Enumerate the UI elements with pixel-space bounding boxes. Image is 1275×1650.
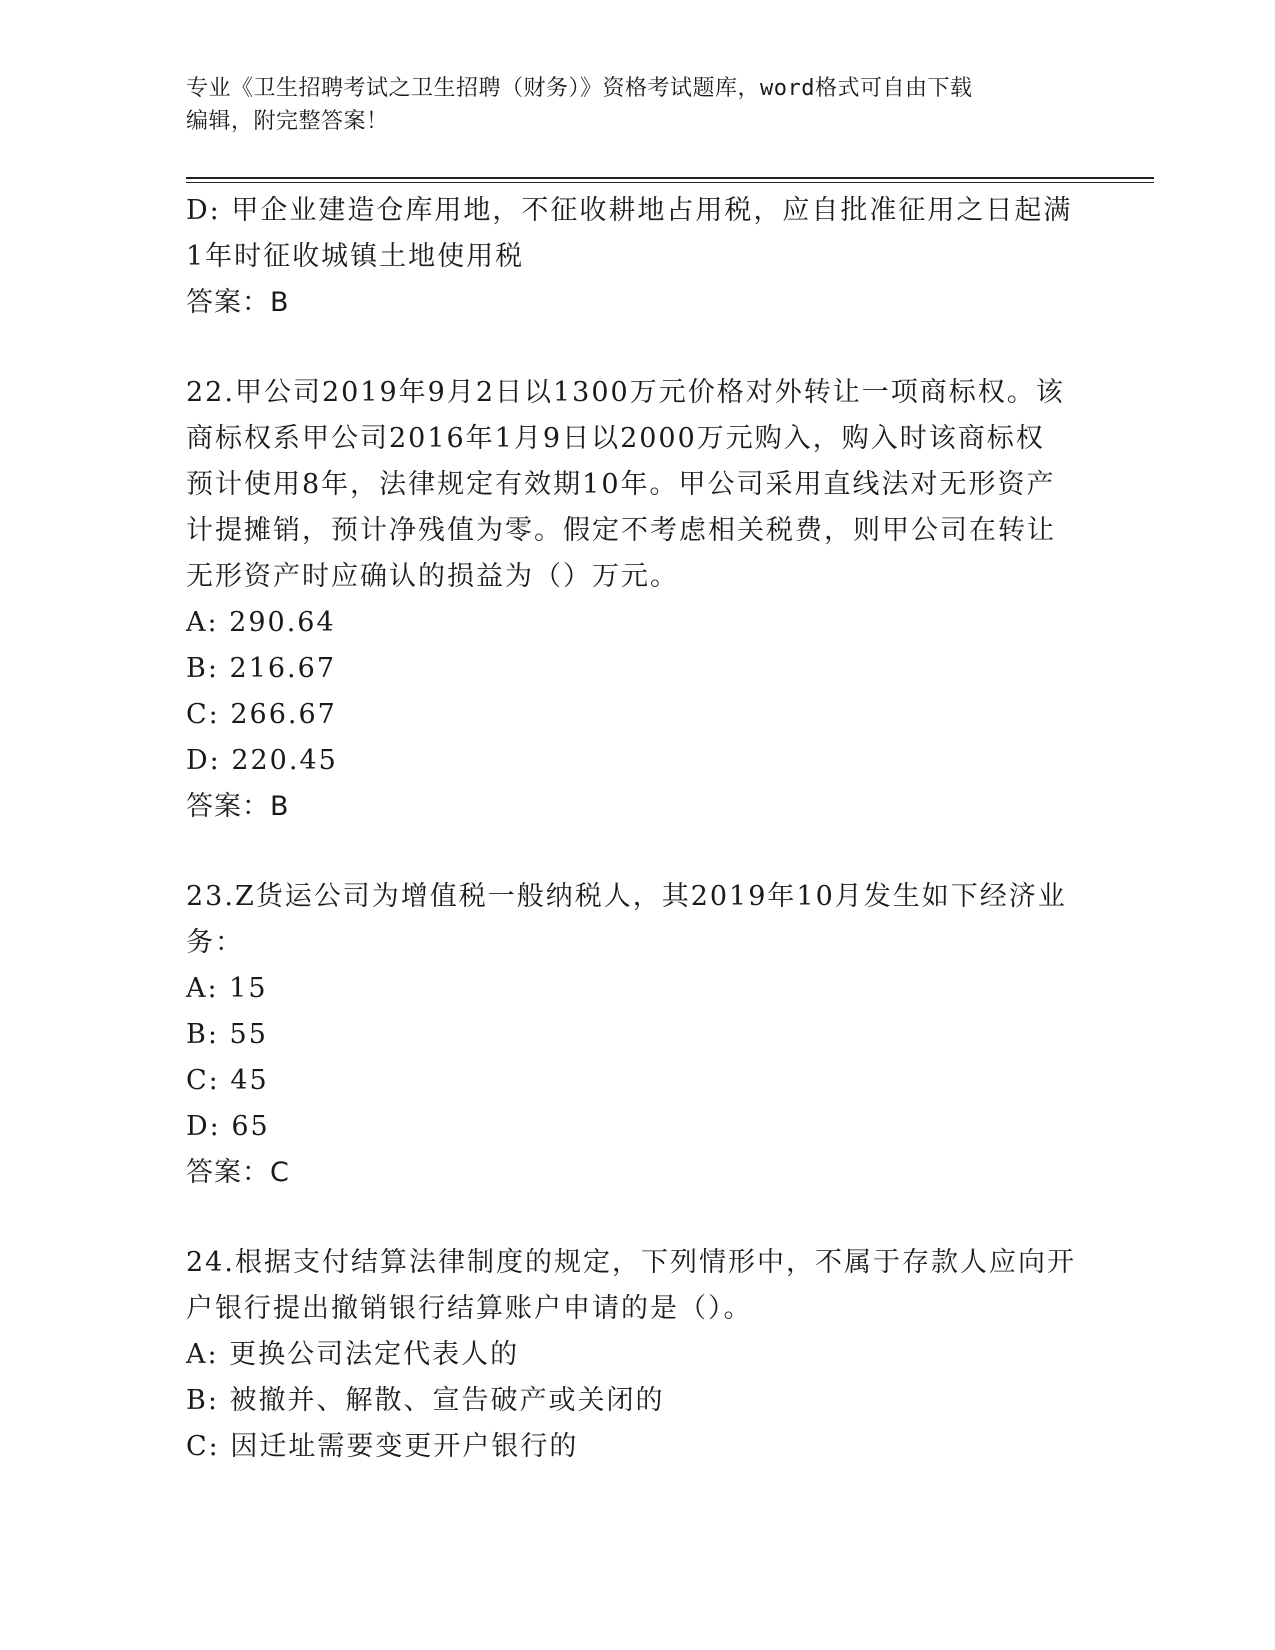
q22-option-d: D: 220.45 bbox=[186, 745, 338, 776]
q22-stem-line: 22.甲公司2019年9月2日以1300万元价格对外转让一项商标权。该 bbox=[186, 377, 1065, 408]
spacer bbox=[186, 1196, 1086, 1240]
q21-option-d-line-2: 1年时征收城镇土地使用税 bbox=[186, 241, 525, 272]
q21-answer: 答案：B bbox=[186, 287, 290, 318]
document-header bbox=[186, 72, 1086, 138]
q24-option-a: A: 更换公司法定代表人的 bbox=[186, 1339, 520, 1370]
q23-stem-line: 23.Z货运公司为增值税一般纳税人，其2019年10月发生如下经济业 bbox=[186, 881, 1067, 912]
question-21-tail bbox=[186, 188, 1086, 326]
q22-stem-line: 预计使用8年，法律规定有效期10年。甲公司采用直线法对无形资产 bbox=[186, 469, 1056, 500]
header-divider-thin bbox=[186, 182, 1154, 183]
q23-option-c: C: 45 bbox=[186, 1065, 269, 1096]
question-22 bbox=[186, 370, 1086, 830]
q23-option-a: A: 15 bbox=[186, 973, 268, 1004]
q22-option-c: C: 266.67 bbox=[186, 699, 337, 730]
header-line-1: 专业《卫生招聘考试之卫生招聘（财务）》资格考试题库，word格式可自由下载 bbox=[186, 76, 973, 101]
q24-option-c: C: 因迁址需要变更开户银行的 bbox=[186, 1431, 579, 1462]
spacer bbox=[186, 830, 1086, 874]
q22-option-a: A: 290.64 bbox=[186, 607, 336, 638]
q23-option-d: D: 65 bbox=[186, 1111, 270, 1142]
document-body bbox=[186, 188, 1086, 1470]
q24-stem-line: 24.根据支付结算法律制度的规定，下列情形中，不属于存款人应向开 bbox=[186, 1247, 1076, 1278]
question-23 bbox=[186, 874, 1086, 1196]
q22-option-b: B: 216.67 bbox=[186, 653, 336, 684]
q22-answer: 答案：B bbox=[186, 791, 290, 822]
q24-option-b: B: 被撤并、解散、宣告破产或关闭的 bbox=[186, 1385, 665, 1416]
q23-answer: 答案：C bbox=[186, 1157, 290, 1188]
question-24 bbox=[186, 1240, 1086, 1470]
header-divider-thick bbox=[186, 177, 1154, 179]
q24-stem-line: 户银行提出撤销银行结算账户申请的是（）。 bbox=[186, 1293, 753, 1324]
header-line-2: 编辑，附完整答案！ bbox=[186, 109, 389, 134]
q23-option-b: B: 55 bbox=[186, 1019, 268, 1050]
q22-stem-line: 计提摊销，预计净残值为零。假定不考虑相关税费，则甲公司在转让 bbox=[186, 515, 1056, 546]
q22-stem-line: 无形资产时应确认的损益为（）万元。 bbox=[186, 561, 679, 592]
q23-stem-line: 务： bbox=[186, 927, 244, 958]
q22-stem-line: 商标权系甲公司2016年1月9日以2000万元购入，购入时该商标权 bbox=[186, 423, 1045, 454]
spacer bbox=[186, 326, 1086, 370]
q21-option-d-line-1: D: 甲企业建造仓库用地，不征收耕地占用税，应自批准征用之日起满 bbox=[186, 195, 1073, 226]
